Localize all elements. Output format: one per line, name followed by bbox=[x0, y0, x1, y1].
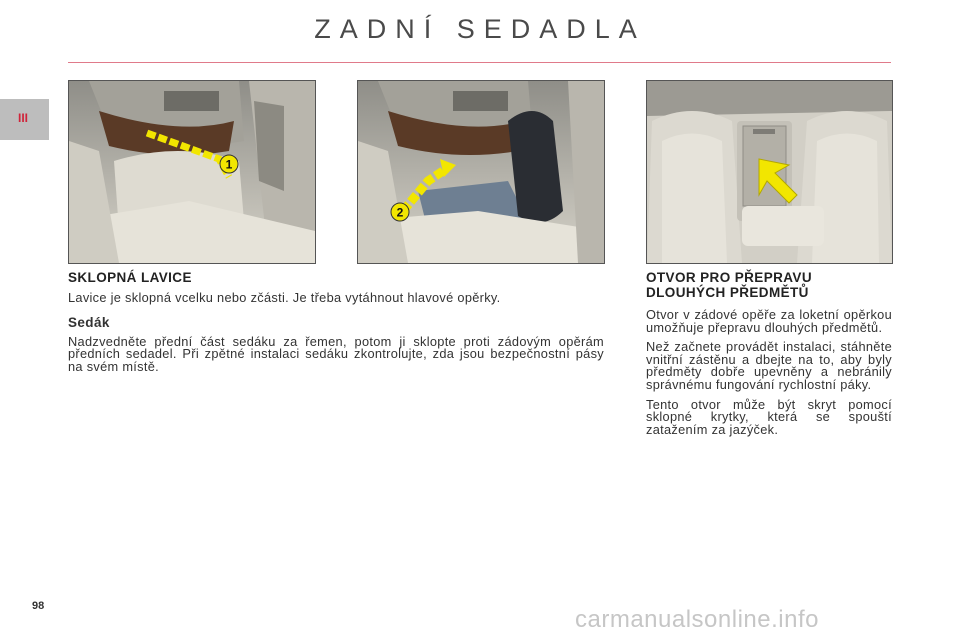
page-number: 98 bbox=[32, 600, 45, 612]
long-objects-para-3: Tento otvor může být skryt pomocí sklopné krytky, která se spouští zatažením za jazýček. bbox=[646, 396, 892, 437]
subheading-seat-cushion: Sedák bbox=[68, 314, 110, 330]
chapter-tab[interactable] bbox=[0, 99, 49, 140]
long-objects-para-1: Otvor v zádové opěře za loketní opěrkou umožňuje přepravu dlouhých předmětů. bbox=[646, 307, 892, 335]
watermark: carmanualsonline.info bbox=[575, 606, 819, 633]
page-title: ZADNÍ SEDADLA bbox=[314, 14, 646, 44]
long-objects-section bbox=[646, 270, 892, 436]
rear-seat-cushion-photo bbox=[68, 80, 316, 264]
title-divider bbox=[68, 62, 891, 63]
long-objects-para-2: Než začnete provádět instalaci, stáhněte vnitřní zástěnu a dbejte na to, aby byly předměty dobře upevněny a nebránily správnému fungování rychlostní páky. bbox=[646, 339, 892, 392]
heading-line-1: OTVOR PRO PŘEPRAVU bbox=[646, 270, 812, 285]
section-heading-long-objects bbox=[646, 270, 892, 300]
callout-1: 1 bbox=[225, 157, 233, 172]
rear-seat-folded-photo bbox=[357, 80, 605, 264]
seat-cushion-instructions: Nadzvedněte přední část sedáku za řemen, potom ji sklopte proti zádovým opěrám předních sedadel. Při zpětné instalaci sedáku zkontrolujte, zda jsou bezpečnostní pásy na svém místě. bbox=[68, 333, 604, 374]
fold-bench-intro: Lavice je sklopná vcelku nebo zčásti. Je třeba vytáhnout hlavové opěrky. bbox=[68, 290, 501, 305]
chapter-tab-label: III bbox=[18, 111, 29, 125]
ski-hatch-photo bbox=[646, 80, 893, 264]
heading-line-2: DLOUHÝCH PŘEDMĚTŮ bbox=[646, 285, 809, 300]
callout-2: 2 bbox=[396, 205, 404, 220]
fold-bench-section bbox=[68, 270, 604, 373]
section-heading-fold-bench: SKLOPNÁ LAVICE bbox=[68, 270, 192, 285]
